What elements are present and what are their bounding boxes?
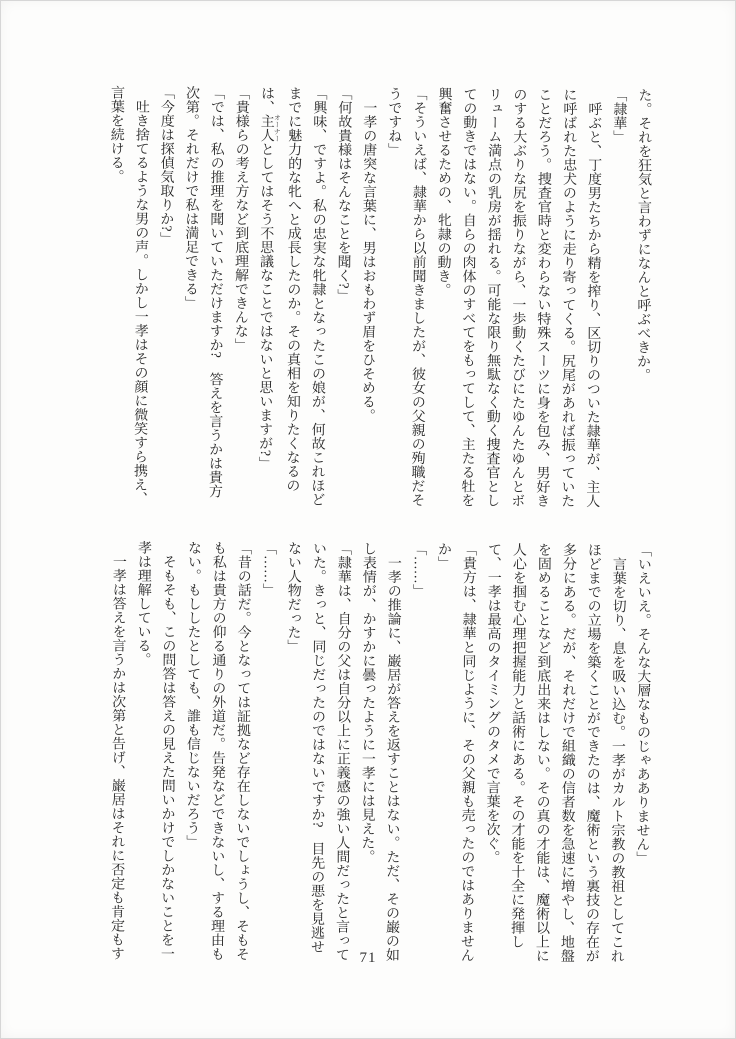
text-line: か」 (435, 541, 452, 570)
text-line: 「そういえば、隷華から以前聞きましたが、彼女の父親の殉職だそ (408, 86, 427, 507)
text-line: そもそも、この問答は答えの見えた問いかけでしかないことを一 (158, 554, 176, 961)
text-line: 「貴方は、隷華と同じように、その父親も売ったのではありません (458, 541, 477, 963)
text-line: のする大ぶりな尻を振りながら、一歩動くたびにたゆんたゆんとボ (508, 87, 527, 508)
text-line: 「昔の話だ。今となっては証拠など存在しないでしょうし、そもそ (233, 540, 252, 961)
text-line: うですね」 (385, 86, 402, 157)
furigana-ruby: 主人 オーナー (258, 113, 281, 143)
text-line: に呼ばれた忠犬のように走り寄ってくる。尻尾があれば振っていた (558, 87, 577, 508)
text-line: 「隷華」 (610, 87, 627, 144)
text-line: 「隷華は、自分の父は自分以上に正義感の強い人間だったと言って (333, 541, 352, 962)
text-line: 興奮させるための、牝隷の動き。 (434, 86, 452, 297)
text-line: ことだろう。捜査官時と変わらない特殊スーツに身を包み、男好き (533, 87, 552, 508)
text-line: 次第。それだけで私は満足できる」 (182, 85, 199, 310)
text-line: 「今度は探偵気取りか?」 (157, 85, 174, 246)
text-line: 吐き捨てるような男の声。しかし一孝はその顔に微笑すら携え、 (131, 99, 149, 506)
text-line: を固めることなど到底出来はしない。その真の才能は、魔術以上に (533, 542, 552, 963)
text-line: いた。きっと、同じだったのではないですか? 目先の悪を見逃せ (308, 541, 327, 954)
text-line: は、主人 オーナーとしてはそう不思議なことではないと思いますが?」 (256, 85, 281, 471)
text-line: リューム満点の乳房が揺れる。可能な限り無駄なく動く捜査官とし (483, 87, 502, 508)
text-line: 孝は理解している。 (135, 540, 152, 667)
text-line: ての動きではない。自らの肉体のすべてをもってして、主たる牡を (458, 86, 477, 508)
text-line: 「何故貴様はそんなことを聞く?」 (334, 86, 352, 303)
text-line: 「……」 (410, 541, 427, 598)
text-line: 「貴様らの考え方など到底理解できんな」 (232, 85, 249, 352)
text-line: 人心を掴む心理把握能力と話術にある。その才能を十全に発揮し (508, 542, 527, 949)
text-line: 「いえいえ。そんな大層なものじゃあありません」 (634, 542, 652, 865)
text-line: 「では、私の推理を聞いていただけますか? 答えを言うかは貴方 (206, 85, 224, 498)
text-line: 一孝は答えを言うかは次第と告げ、巌居はそれに否定も肯定もす (108, 554, 126, 961)
text-block-bottom (104, 540, 656, 971)
text-line: 「……」 (260, 540, 277, 598)
text-line: 多分にある。だが、それだけで組織の信者数を急速に増やし、地盤 (558, 542, 577, 963)
text-line: 一孝の唐突な言葉に、男はおもわず眉をひそめる。 (359, 100, 376, 423)
text-line: 「興味、ですよ。私の忠実な牝隷となったこの娘が、何故これほど (308, 86, 327, 507)
text-line: 一孝の推論に、巌居が答えを返すことはない。ただ、その巌の如 (383, 555, 401, 962)
text-block-top (101, 85, 656, 516)
text-line: 言葉を切り、息を吸い込む。一孝がカルト宗教の教祖としてこれ (608, 556, 626, 963)
text-line: ない人物だった」 (285, 541, 302, 654)
text-line: も私は貴方の仰る通りの外道だ。告発などできないし、する理由も (208, 540, 227, 961)
text-line: ない。もししたとしても、誰も信じないだろう」 (184, 540, 202, 849)
text-line: た。それを狂気と言わずになんと呼ぶべきか。 (634, 87, 652, 382)
text-line: までに魅力的な牝へと成長したのか。その真相を知りたくなるの (283, 86, 302, 493)
text-line: ほどまでの立場を築くことができたのは、魔術という裏技の存在が (583, 542, 602, 963)
text-line: 呼ぶと、丁度男たちから精を搾り、区切りのついた隷華が、主人 (583, 101, 601, 508)
page-number: 71 (359, 950, 377, 966)
text-line: 言葉を続ける。 (107, 85, 124, 184)
text-line: し表情が、かすかに曇ったように一孝には見えた。 (359, 541, 377, 864)
text-line: て、一孝は最高のタイミングのタメで言葉を次ぐ。 (484, 542, 502, 865)
